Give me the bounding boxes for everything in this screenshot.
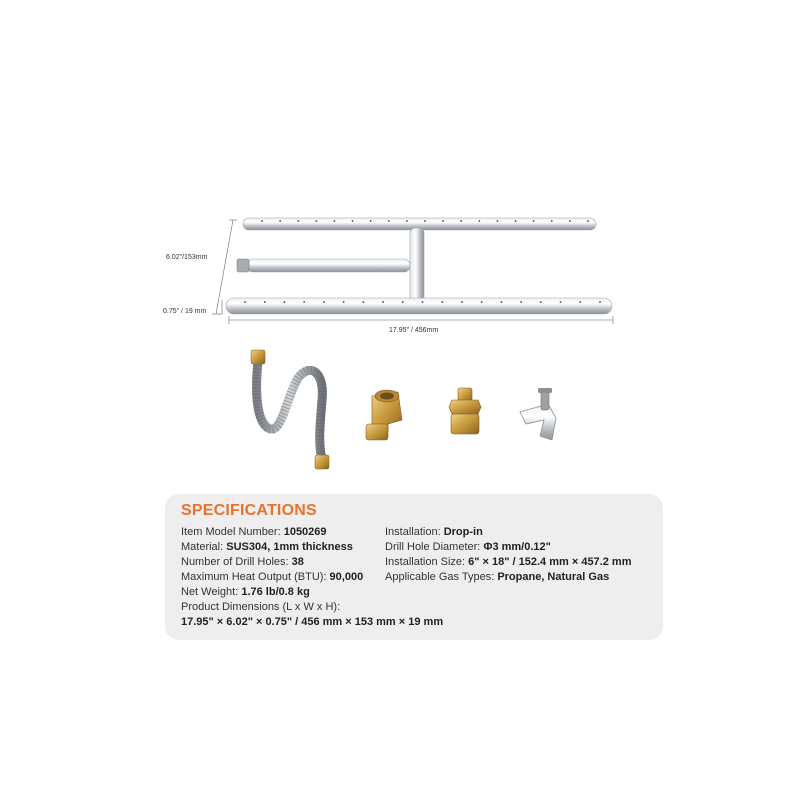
drill-hole (560, 301, 562, 303)
spec-installation-size: Installation Size: 6" × 18" / 152.4 mm × 457.2 mm (385, 556, 632, 568)
drill-hole (261, 220, 263, 222)
specifications-panel (165, 494, 663, 640)
drill-hole (500, 301, 502, 303)
spec-net-weight: Net Weight: 1.76 lb/0.8 kg (181, 586, 310, 598)
drill-hole (533, 220, 535, 222)
drill-hole (540, 301, 542, 303)
length-dimension-label: 17.95" / 456mm (389, 327, 439, 334)
height-dimension-label: 6.02"/153mm (166, 254, 208, 261)
drill-hole (406, 220, 408, 222)
drill-hole (424, 220, 426, 222)
drill-hole (441, 301, 443, 303)
drill-hole (279, 220, 281, 222)
drill-hole (599, 301, 601, 303)
center-connector-tube (410, 228, 424, 302)
drill-hole (388, 220, 390, 222)
spec-gas-types: Applicable Gas Types: Propane, Natural Gas (385, 571, 610, 583)
drill-hole (579, 301, 581, 303)
drill-hole (520, 301, 522, 303)
drill-hole (422, 301, 424, 303)
drill-hole (442, 220, 444, 222)
inlet-threads (237, 259, 249, 272)
drill-hole (315, 220, 317, 222)
spec-product-dimensions-value: 17.95" × 6.02" × 0.75" / 456 mm × 153 mm × 19 mm (181, 616, 444, 628)
drill-hole (343, 301, 345, 303)
spec-heat-output: Maximum Heat Output (BTU): 90,000 (181, 571, 364, 583)
drill-hole (297, 220, 299, 222)
drill-hole (478, 220, 480, 222)
drill-hole (370, 220, 372, 222)
spec-drill-holes: Number of Drill Holes: 38 (181, 556, 304, 568)
spec-installation: Installation: Drop-in (385, 526, 483, 538)
spec-drill-hole-diameter: Drill Hole Diameter: Φ3 mm/0.12" (385, 541, 551, 553)
lower-burner-tube (226, 298, 612, 314)
drill-hole (303, 301, 305, 303)
spec-material: Material: SUS304, 1mm thickness (181, 541, 353, 553)
drill-hole (244, 301, 246, 303)
h-burner (226, 218, 612, 314)
mounting-bracket-icon (520, 388, 556, 440)
drill-hole (402, 301, 404, 303)
drill-hole (264, 301, 266, 303)
drill-hole (497, 220, 499, 222)
specifications-title: SPECIFICATIONS (181, 502, 317, 519)
drill-hole (323, 301, 325, 303)
drill-hole (481, 301, 483, 303)
drill-hole (515, 220, 517, 222)
spec-product-dimensions-label: Product Dimensions (L x W x H): (181, 601, 341, 613)
flexible-gas-hose-icon (251, 350, 329, 469)
drill-hole (382, 301, 384, 303)
brass-elbow-fitting-icon (366, 390, 402, 440)
drill-hole (460, 220, 462, 222)
drill-hole (334, 220, 336, 222)
drill-hole (362, 301, 364, 303)
drill-hole (352, 220, 354, 222)
drill-hole (284, 301, 286, 303)
spec-model-number: Item Model Number: 1050269 (181, 526, 327, 538)
drill-hole (551, 220, 553, 222)
gas-inlet-tube (247, 259, 410, 272)
brass-adapter-fitting-icon (449, 388, 481, 434)
drill-hole (587, 220, 589, 222)
tube-dimension-label: 0.75" / 19 mm (163, 308, 207, 315)
drill-hole (569, 220, 571, 222)
drill-hole (461, 301, 463, 303)
